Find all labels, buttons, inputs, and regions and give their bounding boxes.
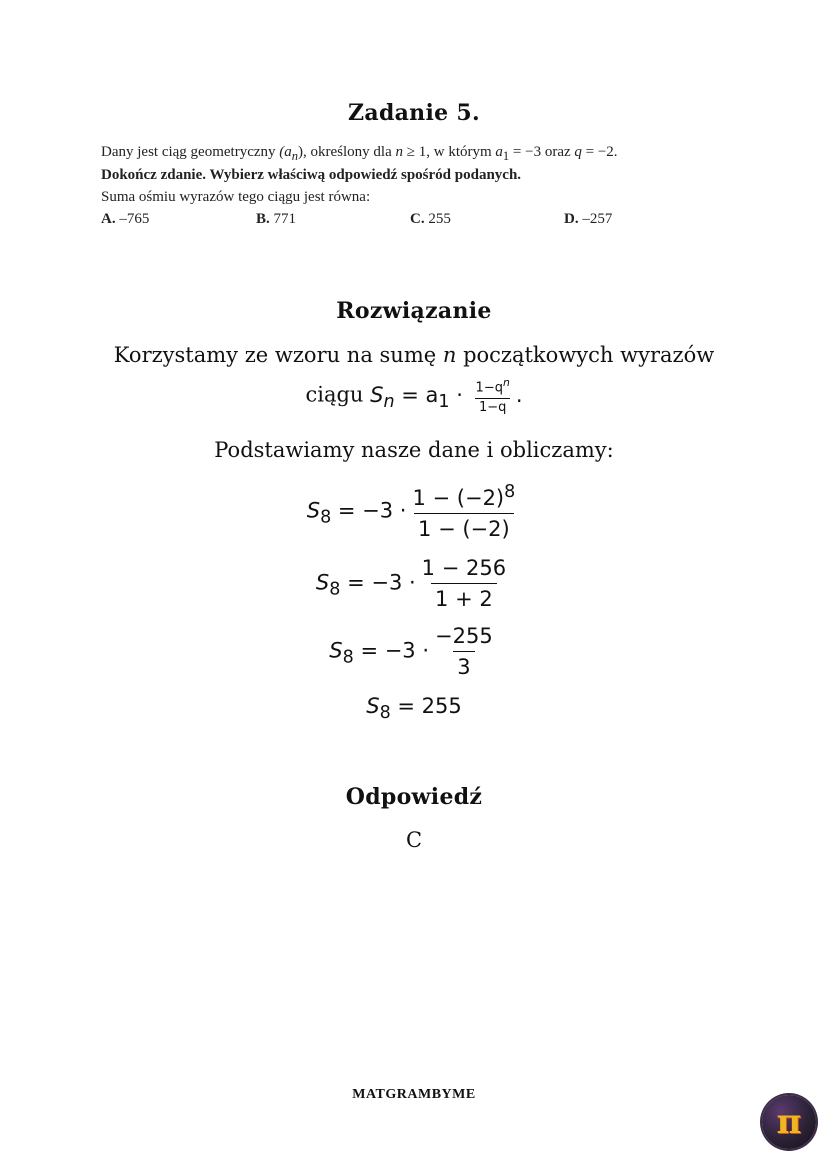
option-d: D. –257 (564, 211, 613, 227)
sum-formula: $S_n = a_1$ · $\frac{1-q^n}{1-q}$ . (370, 376, 523, 416)
footer-brand: MATGRAMBYME (352, 1087, 476, 1102)
equation-result: $S_8 = 255$ (366, 694, 462, 724)
solution-intro-line1: Korzystamy ze wzoru na sumę n początkowych wyrazów (113, 343, 715, 367)
solution-substitution-text: Podstawiamy nasze dane i obliczamy: (214, 438, 614, 462)
equation-step-2: $S_8 = -3$ · $\frac{1 - 256}{1 + 2}$ (315, 556, 507, 611)
option-c: C. 255 (410, 211, 451, 227)
task-statement: Dany jest ciąg geometryczny $(a_n)$, określony dla n ≥ 1, w którym $a_1 = -3$ oraz q = −2. (101, 144, 618, 163)
solution-title: Rozwiązanie (336, 298, 492, 324)
solution-intro-line2: ciągu $S_n = a_1$ · $\frac{1-q^n}{1-q}$ . (305, 376, 523, 416)
formula-fraction: $\frac{1-q^n}{1-q}$ (475, 376, 510, 416)
option-b: B. 771 (256, 211, 297, 227)
task-instruction: Dokończ zdanie. Wybierz właściwą odpowiedź spośród podanych. (101, 167, 522, 183)
option-a: A. –765 (101, 211, 150, 227)
pi-logo-icon: π (762, 1095, 816, 1149)
equation-step-1: $S_8 = -3$ · $\frac{1 - (-2)^8}{1 - (-2)}$ (306, 482, 516, 541)
task-question: Suma ośmiu wyrazów tego ciągu jest równa: (101, 189, 371, 205)
equation-step-3: $S_8 = -3$ · $\frac{-255}{3}$ (329, 624, 493, 679)
task-title: Zadanie 5. (348, 100, 480, 126)
answer-title: Odpowiedź (345, 784, 483, 810)
answer-value: C (405, 828, 423, 852)
